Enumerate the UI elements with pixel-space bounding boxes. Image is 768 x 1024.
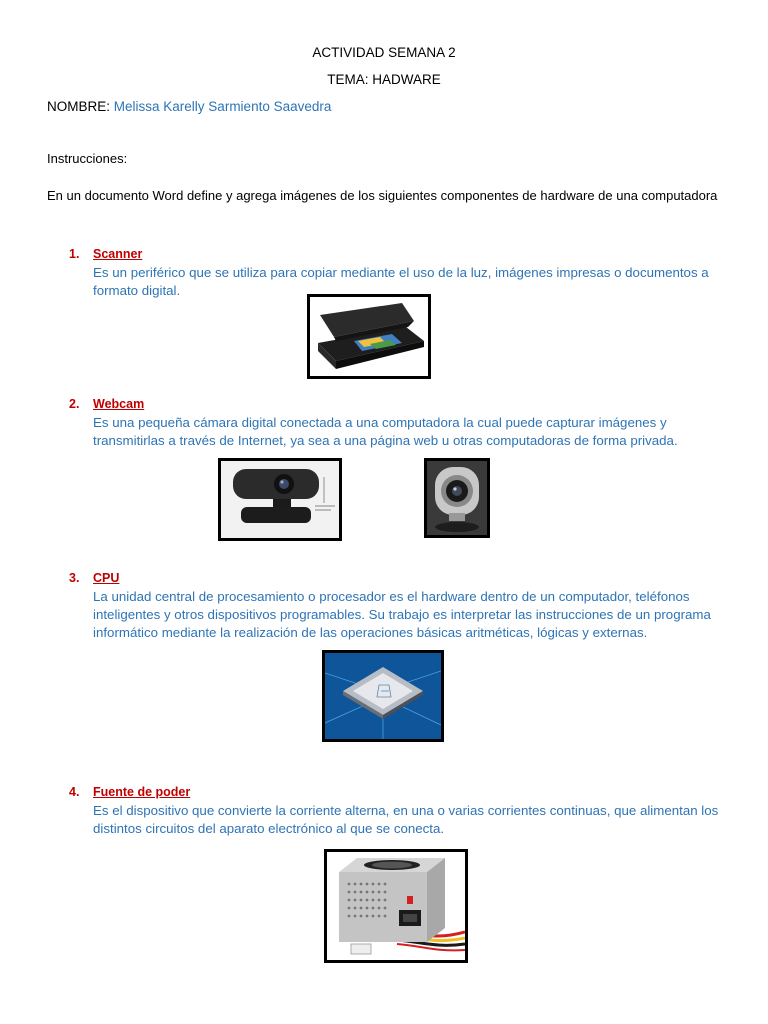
item-title-fuente-de-poder: Fuente de poder (93, 785, 191, 799)
item-title-scanner: Scanner (93, 247, 143, 261)
item-title-cpu: CPU (93, 571, 120, 585)
item-description-cpu: La unidad central de procesamiento o procesador es el hardware dentro de un computador, teléfonos inteligentes y otros dispositivos programables. Su trabajo es interpretar las instrucciones de un programa informático mediante la realización de las operaciones básicas aritméticas, lógicas y externas. (93, 589, 711, 640)
item-number-3: 3. (69, 571, 80, 585)
student-name-line (47, 99, 331, 114)
item-number-2: 2. (69, 397, 80, 411)
webcam-image-2 (424, 458, 490, 538)
instructions-text: En un documento Word define y agrega imágenes de los siguientes componentes de hardware de una computadora (47, 188, 718, 203)
document-topic: TEMA: HADWARE (327, 72, 441, 87)
item-description-webcam: Es una pequeña cámara digital conectada a una computadora la cual puede capturar imágenes y transmitirlas a través de Internet, ya sea a una página web u otras computadoras de forma privada. (93, 415, 678, 448)
webcam-image-1 (218, 458, 342, 541)
name-label: NOMBRE: (47, 99, 111, 114)
item-title-webcam: Webcam (93, 397, 145, 411)
instructions-heading: Instrucciones: (47, 151, 128, 166)
item-number-4: 4. (69, 785, 80, 799)
scanner-image (307, 294, 431, 379)
document-title: ACTIVIDAD SEMANA 2 (312, 45, 456, 60)
item-number-1: 1. (69, 247, 80, 261)
item-description-fuente-de-poder: Es el dispositivo que convierte la corriente alterna, en una o varias corrientes continuas, que alimentan los distintos circuitos del aparato electrónico al que se conecta. (93, 803, 719, 836)
student-name: Melissa Karelly Sarmiento Saavedra (113, 99, 332, 114)
power-supply-image (324, 849, 468, 963)
item-description-scanner: Es un periférico que se utiliza para copiar mediante el uso de la luz, imágenes impresas o documentos a formato digital. (93, 265, 709, 298)
cpu-chip-image (322, 650, 444, 742)
